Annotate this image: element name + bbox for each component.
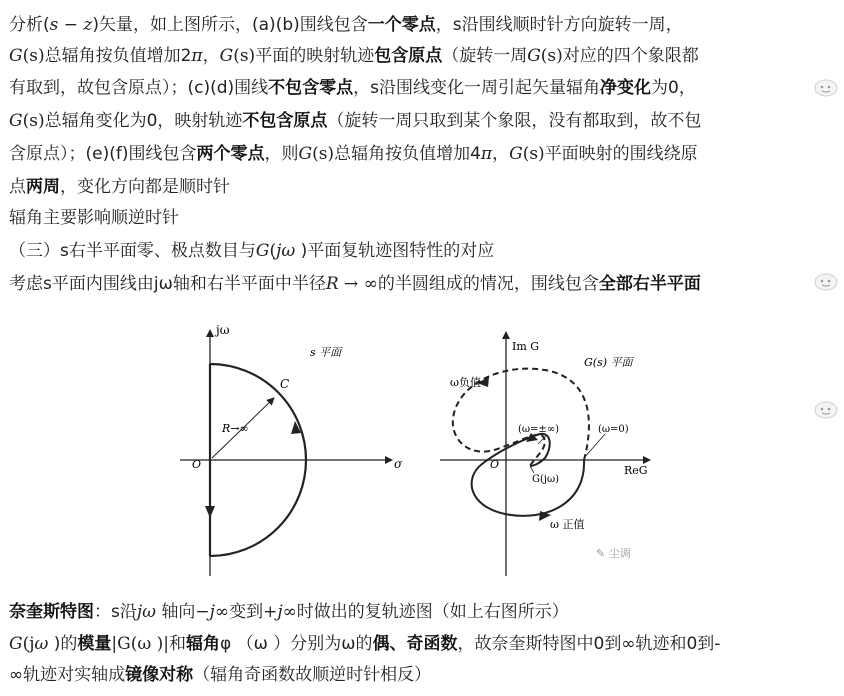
- text: （辐角奇函数故顺逆时针相反）: [193, 665, 432, 685]
- leader-g-j-omega: [530, 466, 534, 473]
- math-plus-j-inf: +j∞: [263, 602, 297, 622]
- math-g: G: [527, 46, 541, 66]
- math-s: (s): [233, 46, 256, 66]
- math-omega: ω: [34, 634, 49, 654]
- math-pi: π: [480, 144, 493, 164]
- label-omega-pm-infinity: (ω=±∞): [518, 424, 560, 435]
- text: 考虑s平面内围线由jω轴和右半平面中半径: [9, 274, 326, 294]
- math-r: R: [325, 274, 339, 294]
- text: 辐角主要影响顺逆时针: [9, 208, 179, 228]
- label-negative-omega: ω负值: [450, 376, 481, 389]
- math-j-omega: jω: [136, 602, 156, 622]
- text: ，s沿围线变化一周引起矢量辐角: [353, 78, 601, 98]
- math-g: G: [509, 144, 523, 164]
- image-watermark: ✎ 尘调: [596, 547, 631, 560]
- label-j-omega: jω: [216, 323, 230, 337]
- emphasis-net-change: 净变化: [600, 78, 652, 98]
- math-s: (s): [540, 46, 563, 66]
- text: )平面复轨迹图特性的对应: [295, 241, 495, 261]
- contour-arrow-up: [205, 506, 215, 518]
- math-j: j: [276, 241, 282, 261]
- label-radius: R→∞: [222, 422, 249, 435]
- math-g: G: [9, 46, 23, 66]
- emphasis-no-zero: 不包含零点: [268, 78, 354, 98]
- text: 含原点）；(e)(f)围线包含: [9, 144, 197, 164]
- paragraph-1-line-6: [9, 176, 230, 198]
- contour-mapping-figure: [150, 318, 670, 588]
- text: φ （ω ）分别为ω的: [220, 634, 373, 654]
- sticker-emoji-icon: [813, 272, 839, 292]
- label-g-j-omega: G(jω): [532, 474, 560, 485]
- text: 点: [9, 177, 26, 197]
- paragraph-2: [9, 273, 701, 295]
- math-s: (s): [22, 46, 45, 66]
- emphasis-not-contain-origin: 不包含原点: [242, 111, 328, 131]
- sticker-emoji-icon: [813, 400, 839, 420]
- text: 分析(: [9, 15, 50, 35]
- emphasis-whole-rhp: 全部右半平面: [598, 274, 701, 294]
- text: 对应的四个象限都: [562, 46, 699, 66]
- math-s-minus-z: s − z: [49, 15, 93, 35]
- text: ∞轨迹对实轴成: [9, 665, 126, 685]
- text: ，故奈奎斯特图中0到∞轨迹和0到-: [457, 634, 721, 654]
- math-pi: π: [191, 46, 203, 66]
- emphasis-contains-origin: 包含原点: [374, 46, 443, 66]
- math-to-infinity: → ∞: [338, 274, 378, 294]
- label-sigma: σ: [394, 457, 403, 471]
- math-g: G: [298, 144, 313, 164]
- nyquist-line-3: [9, 664, 431, 686]
- emphasis-two-turns: 两周: [26, 177, 60, 197]
- emphasis-argument: 辐角: [186, 634, 220, 654]
- label-g-plane: G(s) 平面: [584, 356, 633, 369]
- text: （旋转一周只取到某个象限，没有都取到，故不包: [327, 111, 702, 131]
- text: 平面映射的围线绕原: [544, 144, 698, 164]
- text: 的半圆组成的情况，围线包含: [377, 274, 599, 294]
- math-paren: (: [269, 241, 277, 261]
- math-omega: ω: [281, 241, 296, 261]
- text: ，s沿围线顺时针方向旋转一周，: [435, 15, 683, 35]
- text: ，: [202, 46, 220, 66]
- text: ，变化方向都是顺时针: [60, 177, 230, 197]
- label-s-plane: s 平面: [310, 346, 342, 359]
- section-heading-3: [9, 240, 494, 262]
- label-positive-omega: ω 正值: [550, 518, 585, 531]
- math-paren-j: (j: [22, 634, 35, 654]
- nyquist-line-1: [9, 601, 569, 623]
- text: （三）s右半平面零、极点数目与: [9, 241, 256, 261]
- math-minus-j-inf: −j∞: [195, 602, 230, 622]
- text: )的: [48, 634, 78, 654]
- text: 总辐角变化为0，映射轨迹: [44, 111, 243, 131]
- label-c: C: [280, 377, 290, 391]
- math-g: G: [9, 634, 23, 654]
- math-s: (s): [522, 144, 545, 164]
- text: 平面的映射轨迹: [255, 46, 375, 66]
- paragraph-1-line-2: [9, 45, 699, 67]
- s-plane-diagram: [180, 323, 403, 576]
- text: 和: [169, 634, 186, 654]
- text: 时做出的复轨迹图（如上右图所示）: [296, 602, 569, 622]
- text: （旋转一周: [442, 46, 528, 66]
- figure-svg: [150, 318, 670, 588]
- text: )矢量，如上图所示，(a)(b)围线包含: [92, 15, 368, 35]
- text: 变到: [229, 602, 264, 622]
- math-s: (s): [312, 144, 335, 164]
- g-plane-diagram: [440, 332, 650, 576]
- watermark-text: 尘调: [608, 547, 631, 560]
- math-g: G: [255, 241, 270, 261]
- math-g: G: [9, 111, 23, 131]
- nyquist-line-2: [9, 633, 720, 655]
- text: ，则: [264, 144, 299, 164]
- paragraph-1-line-1: [9, 14, 683, 36]
- text: 总辐角按负值增加4: [334, 144, 481, 164]
- label-im-g: Im G: [512, 340, 540, 353]
- text: 有取到，故包含原点）；(c)(d)围线: [9, 78, 269, 98]
- emphasis-nyquist-plot: 奈奎斯特图: [9, 602, 94, 622]
- note-line: [9, 207, 179, 229]
- sticker-emoji-icon: [813, 78, 839, 98]
- math-s: (s): [22, 111, 45, 131]
- emphasis-one-zero: 一个零点: [367, 15, 436, 35]
- positive-frequency-locus: [472, 434, 584, 516]
- math-abs-g: |G(ω )|: [111, 634, 169, 654]
- text: 轴向: [156, 602, 196, 622]
- text: ：s沿: [94, 602, 137, 622]
- label-origin-right: O: [490, 458, 500, 471]
- label-origin-left: O: [192, 458, 202, 471]
- emphasis-mirror-symmetry: 镜像对称: [125, 665, 194, 685]
- text: 总辐角按负值增加2: [44, 46, 192, 66]
- paragraph-1-line-5: [9, 143, 698, 165]
- text: ，: [492, 144, 510, 164]
- label-re-g: ReG: [624, 464, 648, 477]
- label-omega-zero: (ω=0): [598, 424, 629, 435]
- text: 为0，: [651, 78, 696, 98]
- paragraph-1-line-4: [9, 110, 701, 132]
- emphasis-two-zeros: 两个零点: [196, 144, 265, 164]
- emphasis-modulus: 模量: [77, 634, 112, 654]
- paragraph-1-line-3: [9, 77, 696, 99]
- math-g: G: [219, 46, 234, 66]
- emphasis-even-odd: 偶、奇函数: [372, 634, 458, 654]
